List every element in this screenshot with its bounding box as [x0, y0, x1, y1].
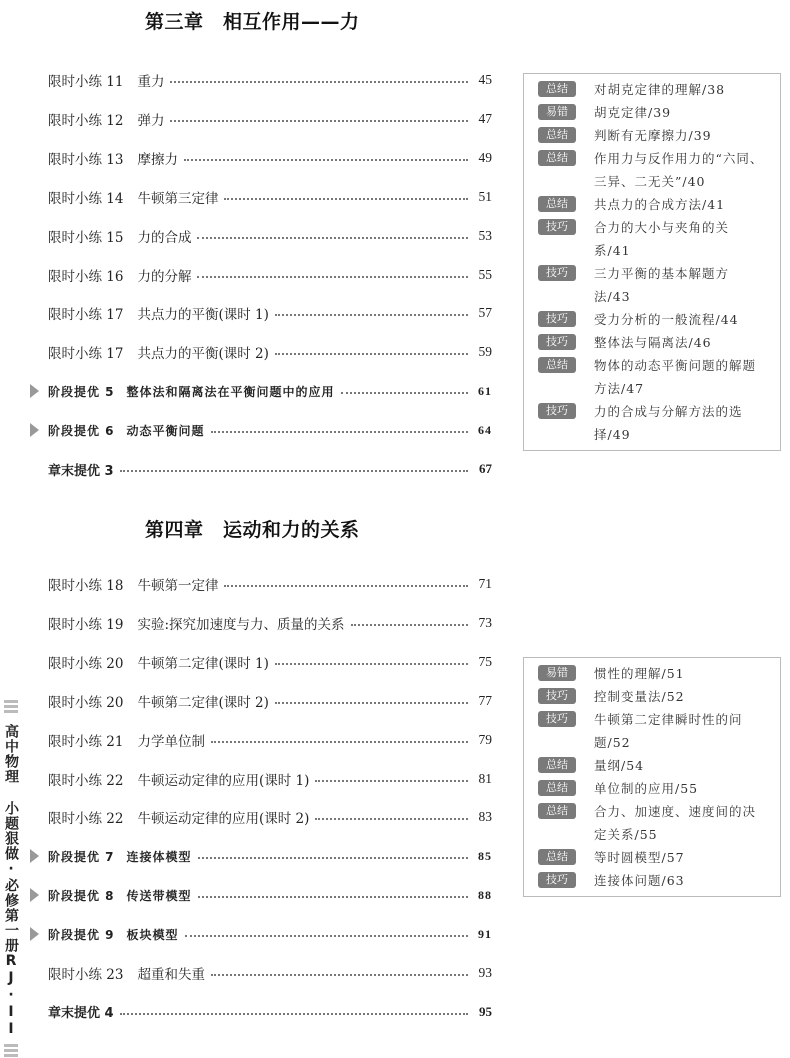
toc-entry[interactable]: [48, 302, 492, 324]
tip-text: 单位制的应用/55: [594, 781, 699, 796]
toc-entry[interactable]: [48, 768, 492, 790]
entry-number: 限时小练 22: [48, 811, 124, 828]
dot-leader: [170, 120, 468, 122]
entry-page-number: 55: [478, 266, 492, 282]
dot-leader: [211, 431, 468, 433]
dot-leader: [224, 585, 468, 587]
tip-category-badge: 总结: [538, 780, 576, 796]
tip-text: 三力平衡的基本解题方法/43: [594, 266, 730, 304]
dot-leader: [184, 159, 468, 161]
triangle-marker-icon: [30, 384, 39, 398]
entry-page-number: 79: [478, 731, 492, 747]
tip-text: 惯性的理解/51: [594, 666, 685, 681]
tip-text: 胡克定律/39: [594, 105, 672, 120]
entry-title: 动态平衡问题: [126, 423, 205, 438]
chapter4-tips-box: [523, 657, 781, 897]
toc-entry[interactable]: [48, 729, 492, 751]
tip-category-badge: 技巧: [538, 334, 576, 350]
tip-category-badge: 技巧: [538, 688, 576, 704]
entry-page-number: 67: [479, 461, 492, 476]
tip-item: [538, 869, 774, 892]
dot-leader: [185, 935, 468, 937]
entry-number: 限时小练 16: [48, 268, 124, 285]
dot-leader: [275, 314, 468, 316]
triangle-marker-icon: [30, 849, 39, 863]
tip-item: [538, 308, 774, 331]
entry-number: 限时小练 23: [48, 967, 124, 983]
entry-number: 章末提优 4: [48, 1006, 114, 1022]
tip-text: 等时圆模型/57: [594, 850, 685, 865]
entry-number: 阶段提优 8: [48, 888, 115, 903]
dot-leader: [197, 237, 468, 239]
entry-page-number: 53: [478, 227, 492, 243]
tip-category-badge: 总结: [538, 803, 576, 819]
tip-text: 作用力与反作用力的“六同、三异、二无关”/40: [594, 151, 764, 189]
toc-entry[interactable]: [48, 341, 492, 363]
entry-page-number: 83: [478, 809, 492, 825]
entry-number: 限时小练 17: [48, 346, 124, 363]
dot-leader: [197, 276, 468, 278]
tip-item: [538, 354, 774, 400]
entry-title: 超重和失重: [137, 967, 205, 983]
entry-title: 牛顿第二定律(课时 1): [137, 655, 269, 672]
entry-title: 力的合成: [137, 229, 192, 246]
tip-text: 连接体问题/63: [594, 873, 685, 888]
tip-text: 控制变量法/52: [594, 689, 685, 704]
entry-title: 牛顿第一定律: [137, 578, 219, 594]
dot-leader: [170, 81, 468, 83]
entry-number: 限时小练 19: [48, 616, 124, 633]
tip-text: 受力分析的一般流程/44: [594, 312, 739, 327]
entry-page-number: 88: [478, 887, 492, 902]
entry-number: 阶段提优 9: [48, 927, 115, 942]
entry-number: 限时小练 11: [48, 74, 124, 90]
tip-text: 判断有无摩擦力/39: [594, 128, 712, 143]
tip-item: [538, 262, 774, 308]
tip-text: 物体的动态平衡问题的解题方法/47: [594, 358, 757, 396]
entry-page-number: 64: [478, 422, 492, 437]
entry-page-number: 93: [478, 965, 492, 980]
chapter4-title: 第四章 运动和力的关系: [145, 519, 360, 541]
tip-category-badge: 总结: [538, 196, 576, 212]
entry-number: 阶段提优 6: [48, 423, 115, 438]
book-series-text: 高中物理 小题狠做·必修第一册RJ·II: [3, 724, 19, 1038]
chapter3-tips-box: [523, 73, 781, 451]
tip-text: 整体法与隔离法/46: [594, 335, 712, 350]
tip-text: 合力、加速度、速度间的决定关系/55: [594, 804, 757, 842]
dot-leader: [198, 857, 468, 859]
tip-item: [538, 193, 774, 216]
tip-item: [538, 800, 774, 846]
tip-item: [538, 400, 774, 446]
entry-title: 实验:探究加速度与力、质量的关系: [137, 616, 345, 633]
entry-number: 限时小练 20: [48, 655, 124, 672]
tip-category-badge: 易错: [538, 104, 576, 120]
tip-item: [538, 147, 774, 193]
entry-number: 限时小练 14: [48, 190, 124, 207]
toc-entry[interactable]: [48, 651, 492, 673]
toc-entry[interactable]: [48, 458, 492, 480]
toc-entry[interactable]: [48, 962, 492, 984]
entry-page-number: 75: [478, 653, 492, 669]
tip-text: 合力的大小与夹角的关系/41: [594, 220, 730, 258]
tip-category-badge: 易错: [538, 665, 576, 681]
entry-title: 连接体模型: [126, 849, 192, 864]
entry-number: 章末提优 3: [48, 463, 114, 479]
triangle-marker-icon: [30, 927, 39, 941]
dot-leader: [198, 896, 468, 898]
entry-title: 共点力的平衡(课时 2): [137, 346, 269, 363]
toc-entry[interactable]: [48, 69, 492, 91]
tip-text: 对胡克定律的理解/38: [594, 82, 726, 97]
entry-number: 限时小练 15: [48, 229, 124, 246]
entry-page-number: 47: [478, 110, 492, 126]
entry-page-number: 71: [478, 576, 492, 591]
tip-category-badge: 技巧: [538, 219, 576, 235]
entry-page-number: 95: [479, 1003, 492, 1019]
tip-category-badge: 总结: [538, 127, 576, 143]
dot-leader: [275, 353, 468, 355]
entry-page-number: 91: [478, 926, 492, 941]
entry-number: 阶段提优 7: [48, 849, 115, 864]
dot-leader: [315, 780, 468, 782]
entry-number: 限时小练 13: [48, 151, 124, 168]
entry-title: 共点力的平衡(课时 1): [137, 307, 269, 324]
tip-item: [538, 754, 774, 777]
triangle-marker-icon: [30, 423, 39, 437]
tip-text: 牛顿第二定律瞬时性的问题/52: [594, 712, 743, 750]
toc-entry[interactable]: [48, 380, 492, 402]
dot-leader: [275, 663, 468, 665]
tip-item: [538, 777, 774, 800]
tip-item: [538, 101, 774, 124]
tip-text: 力的合成与分解方法的选择/49: [594, 404, 743, 442]
entry-page-number: 73: [478, 614, 492, 630]
entry-title: 传送带模型: [126, 888, 192, 903]
tip-item: [538, 708, 774, 754]
toc-entry[interactable]: [48, 573, 492, 595]
dot-leader: [120, 1013, 468, 1015]
toc-entry[interactable]: [48, 923, 492, 945]
entry-number: 限时小练 21: [48, 733, 124, 750]
entry-page-number: 81: [478, 770, 492, 786]
entry-title: 力学单位制: [137, 733, 205, 750]
entry-title: 重力: [137, 74, 165, 90]
toc-entry[interactable]: [48, 845, 492, 867]
tip-item: [538, 78, 774, 101]
entry-page-number: 45: [478, 72, 492, 87]
entry-title: 牛顿运动定律的应用(课时 2): [137, 811, 310, 828]
toc-entry[interactable]: [48, 612, 492, 634]
tip-category-badge: 技巧: [538, 311, 576, 327]
toc-entry[interactable]: [48, 884, 492, 906]
tip-item: [538, 331, 774, 354]
decorative-bars: [4, 1044, 18, 1058]
toc-entry[interactable]: [48, 1001, 492, 1023]
toc-entry[interactable]: [48, 690, 492, 712]
book-series-label: [0, 700, 22, 1058]
entry-page-number: 61: [478, 383, 492, 398]
chapter3-title: 第三章 相互作用——力: [145, 11, 360, 33]
entry-title: 牛顿第三定律: [137, 190, 219, 207]
dot-leader: [315, 818, 468, 820]
entry-title: 摩擦力: [137, 151, 178, 168]
tip-item: [538, 846, 774, 869]
dot-leader: [211, 741, 468, 743]
entry-number: 限时小练 20: [48, 694, 124, 711]
entry-page-number: 77: [478, 692, 492, 708]
entry-title: 整体法和隔离法在平衡问题中的应用: [126, 384, 335, 399]
toc-entry[interactable]: [48, 108, 492, 130]
tip-category-badge: 总结: [538, 757, 576, 773]
toc-entry[interactable]: [48, 419, 492, 441]
dot-leader: [211, 974, 468, 976]
toc-entry[interactable]: [48, 264, 492, 286]
tip-category-badge: 总结: [538, 150, 576, 166]
entry-page-number: 49: [478, 149, 492, 165]
entry-number: 限时小练 22: [48, 772, 124, 789]
tip-category-badge: 总结: [538, 357, 576, 373]
tip-category-badge: 技巧: [538, 265, 576, 281]
tip-text: 量纲/54: [594, 758, 645, 773]
entry-number: 限时小练 18: [48, 578, 124, 594]
entry-title: 板块模型: [126, 927, 179, 942]
entry-number: 阶段提优 5: [48, 384, 115, 399]
tip-text: 共点力的合成方法/41: [594, 197, 726, 212]
entry-number: 限时小练 17: [48, 307, 124, 324]
entry-title: 弹力: [137, 112, 165, 129]
tip-category-badge: 技巧: [538, 403, 576, 419]
entry-title: 牛顿第二定律(课时 2): [137, 694, 269, 711]
toc-entry[interactable]: [48, 147, 492, 169]
dot-leader: [351, 624, 468, 626]
toc-entry[interactable]: [48, 186, 492, 208]
decorative-bars: [4, 700, 18, 714]
entry-page-number: 85: [478, 848, 492, 863]
triangle-marker-icon: [30, 888, 39, 902]
entry-title: 牛顿运动定律的应用(课时 1): [137, 772, 310, 789]
tip-category-badge: 总结: [538, 81, 576, 97]
tip-item: [538, 685, 774, 708]
toc-entry[interactable]: [48, 225, 492, 247]
tip-category-badge: 技巧: [538, 711, 576, 727]
tip-item: [538, 124, 774, 147]
entry-number: 限时小练 12: [48, 112, 124, 129]
entry-page-number: 57: [478, 305, 492, 321]
entry-page-number: 59: [478, 344, 492, 360]
entry-title: 力的分解: [137, 268, 192, 285]
tip-item: [538, 216, 774, 262]
dot-leader: [341, 392, 468, 394]
entry-page-number: 51: [478, 188, 492, 204]
dot-leader: [224, 198, 468, 200]
dot-leader: [275, 702, 468, 704]
dot-leader: [120, 470, 468, 472]
tip-category-badge: 技巧: [538, 872, 576, 888]
toc-entry[interactable]: [48, 806, 492, 828]
tip-category-badge: 总结: [538, 849, 576, 865]
tip-item: [538, 662, 774, 685]
